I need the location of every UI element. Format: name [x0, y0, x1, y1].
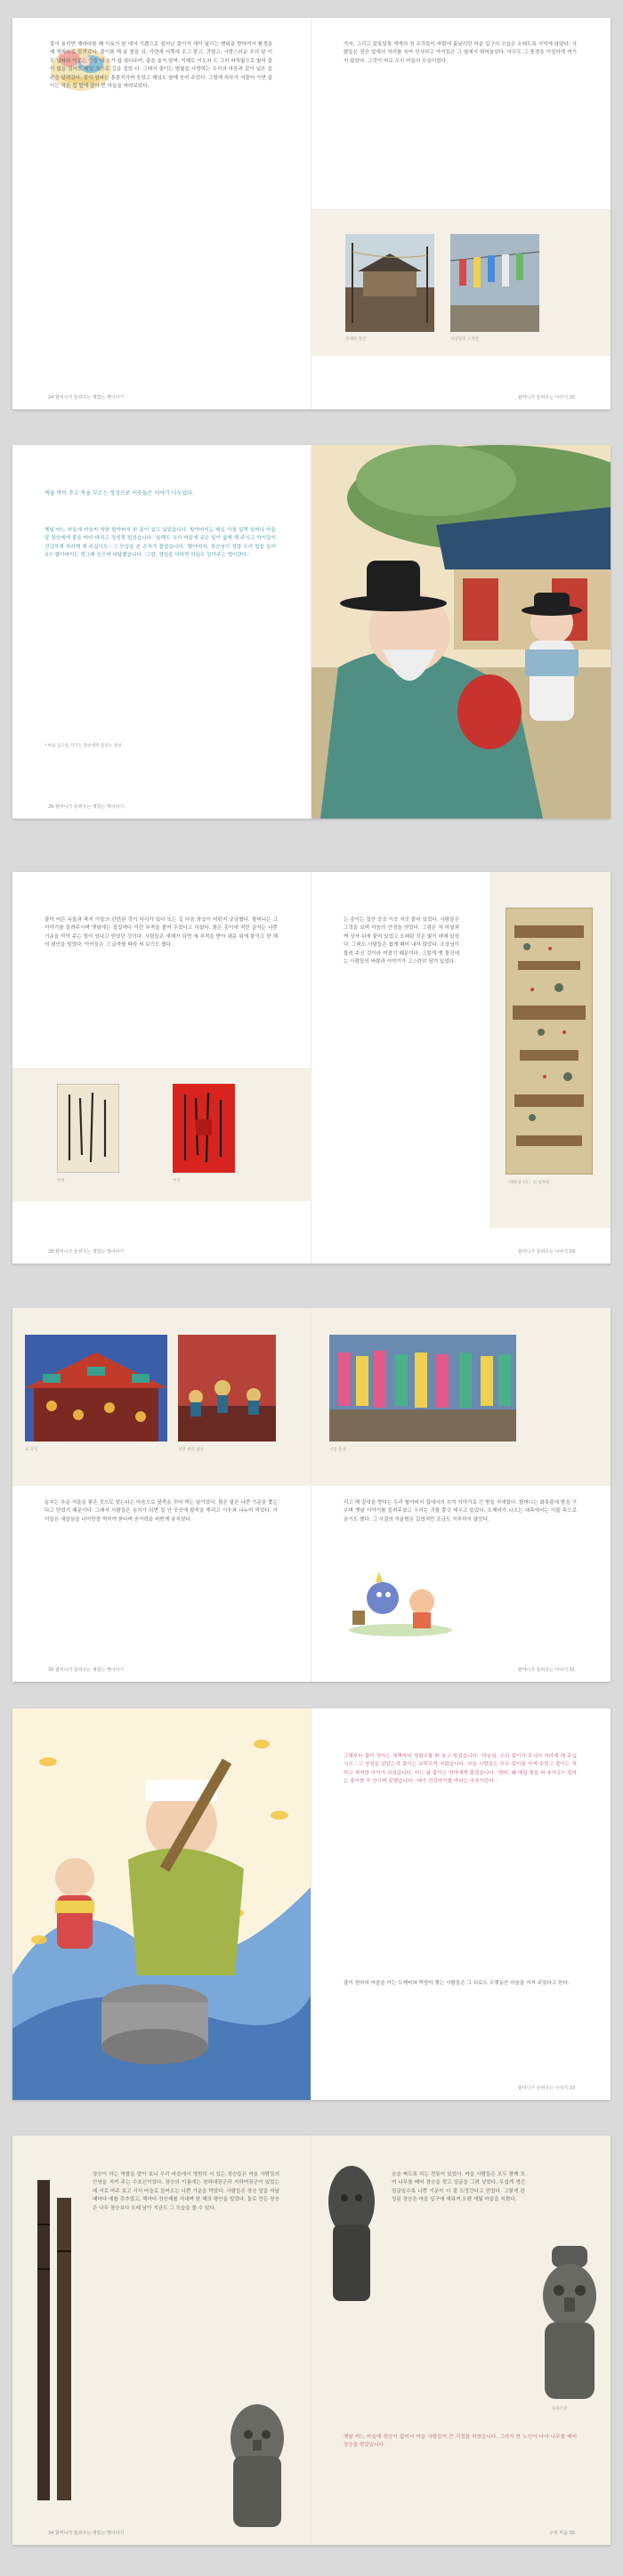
page-28-body: 출이 어른 옥돌과 축지 아들의 관련된 것이 하리가 있다 또는 길 다음 풍습이 어떤지 궁금했다. 할머니는 그 이야기를 들려주시며 옛날에는 집집마다 이런 부적을 붙여 두었다고 하셨다. 붉은 종이에 적힌 글자는 나쁜 기운을 막아 주는 힘이 있다고 믿었던 것이다. 사람들은 새해가 되면 새 부적을 받아 대문 위에 붙이고 한 해의 평안을 빌었다. 아이들은 그 글자를 따라 써 보기도 했다.: [44, 917, 278, 949]
market-photo: [329, 1335, 516, 1441]
page-35-folio: 우리 마을 35: [549, 2531, 575, 2536]
page-24: [12, 18, 312, 409]
amulet-panel: [12, 1068, 312, 1201]
spread-2: [12, 445, 611, 819]
page-35: [312, 2136, 611, 2545]
spread-4: [12, 1308, 611, 1682]
rice-cake-pounding-illustration: [12, 1708, 312, 2100]
caption-shrine: 묘 장식: [25, 1448, 38, 1452]
spread-5: [12, 1708, 611, 2100]
photo-panel: [312, 209, 611, 356]
amulet-paper-1: [57, 1084, 119, 1173]
page-34-folio: 34 할머니가 들려주는 재밌는 옛이야기: [48, 2531, 125, 2536]
page-27-illustration: [312, 445, 611, 819]
stone-statue-left: [217, 2402, 297, 2527]
wooden-totem-left: [30, 2171, 84, 2509]
page-33-body-pink: 그해부터 출이 엄마는 새벽마다 정화수를 떠 놓고 빌었습니다. '하늘님, 우리 출이가 무사히 자라게 해 주십시오.' 그 정성을 알았는지 출이는 무럭무럭 자랐습니다. 마을 사람들도 모두 출이를 아껴 주었고 출이는 착하고 씩씩한 아이가 되었습니다. 어느 날 출이는 엄마에게 물었습니다. '엄마, 왜 매일 물을 떠 놓아요?' 엄마는 출이를 꼭 안으며 말했습니다. '네가 건강하기를 바라는 마음이란다.': [344, 1754, 577, 1785]
shrine-photo-panel: [12, 1308, 312, 1486]
spread-1: [12, 18, 611, 409]
page-26: [12, 445, 312, 819]
totem-village-photo: [345, 234, 434, 332]
caption-market: 시장 풍경: [329, 1448, 346, 1452]
page-34: [12, 2136, 312, 2545]
page-31: [312, 1308, 611, 1682]
dokkaebi-sticker-illustration: [347, 1566, 454, 1637]
page-25: [312, 18, 611, 409]
painting-scroll: [506, 908, 593, 1175]
page-34-body: 장승이 하는 역할을 알아 보니 우리 마을에서 영원히 서 있는 장승들은 마을 사람들의 안녕을 지켜 주는 수호신이었다. 장승의 이름에는 천하대장군과 지하여장군이 있었는데 서로 마주 보고 서서 마을로 들어오는 나쁜 기운을 막았다. 사람들은 장승 앞을 지날 때마다 예를 갖추었고, 해마다 장승제를 지내며 한 해의 평안을 빌었다. 돌로 만든 장승은 나무 장승보다 오래 남아 지금도 그 모습을 볼 수 있다.: [93, 2172, 279, 2211]
page-26-heading: 액을 막아 주고 복을 부르는 정성으로 이웃들은 이야기 나누었다.: [44, 490, 194, 497]
rooftop-figures-photo: [178, 1335, 276, 1441]
shrine-photo: [25, 1335, 167, 1441]
page-29-folio: 할머니가 들려주는 이야기 29: [517, 1249, 575, 1255]
page-25-folio: 할머니가 들려주는 이야기 25: [517, 395, 575, 400]
caption-cloth: 서낭당의 오색천: [450, 337, 479, 342]
page-29: [312, 872, 611, 1264]
page-32-illustration: [12, 1708, 312, 2100]
stone-pillar-right: [320, 2162, 383, 2305]
spread-6: [12, 2136, 611, 2545]
page-33-body: 출이 엄마의 마음을 아는 도깨비와 떡방아 찧는 사람들은 그 뒤로도 오랫동안 마을을 지켜 주었다고 한다.: [344, 1981, 570, 1986]
grandfather-illustration: [312, 445, 611, 819]
page-24-body: 출이 올리면 해바라를 꽤 이토가 한 데서 기쁨으로 일어난 출이가 새이 날리는 맨위을 향하여서 환경을 제 영화으로 말려갔다. 출이를 해 올 쌀을 쉬, 가령에 서쪽에 조그 맣고, 귀엽고, 사랑스러운 우의 달 이도 널따라 이로는 등을 해 오가 쉽 였다주며, 출을 올지 말며, 이해도 이도와 도 그리 바둑빛으로 빛어 출이 없을 밀어도 매일 흐으로 길을 걸었 다. 그래서 출이는 별빛을 사랑하는 우리의 마음과 같이 넓은 들판을 달려갔다. 출이 엄마는 흥흥거리며 웃었고 해님도 함께 웃어 주었다. 그렇게 하루가 저물어 가면 출이는 작은 집 앞에 앉아 먼 하늘을 바라보았다.: [50, 42, 272, 90]
page-35-body: 승을 짜도록 하는 전통이 있었다. 마을 사람들은 모두 함께 모여 나무를 베어 장승을 깎고 얼굴을 그려 넣었다. 무섭게 생긴 얼굴일수록 나쁜 기운이 더 잘 도망간다고 믿었다. 그렇게 완성된 장승은 마을 입구에 세워져 오랜 세월 마을을 지켰다.: [392, 2172, 525, 2203]
page-28-folio: 28 할머니가 들려주는 재밌는 옛이야기: [48, 1249, 125, 1255]
page-26-body: 옛날 어느 마을에 마음씨 착한 할아버지 한 분이 살고 있었습니다. 할아버지는 매일 아침 일찍 일어나 마을 앞 장승에게 물을 떠다 바치고 정성껏 빌었습니다. '올해도 우리 마을에 궂은 일이 없게 해 주시고 아이들이 건강하게 자라게 해 주십시오.' 그 모습을 본 손자가 물었습니다. '할아버지, 장승님이 정말 우리 말을 들어요?' 할아버지는 빙그레 웃으며 대답했습니다. '그럼, 정성을 다하면 하늘도 알아주는 법이란다.': [44, 528, 276, 559]
page-24-folio: 24 할머니가 들려주는 재밌는 옛이야기: [48, 395, 125, 400]
page-30-folio: 30 할머니가 들려주는 재밌는 옛이야기: [48, 1668, 125, 1673]
page-25-body: 가지, 그리고 알록달록 색색의 천 조각들이 바람에 흩날리던 마을 입구의 모습은 오래도록 기억에 남았다. 사람들은 장승 앞에서 허리를 숙여 인사하고 아이들은 그 옆에서 뛰어놀았다. 아무도 그 풍경을 이상하게 여기지 않았다. 그것이 바로 우리 마을의 모습이었다.: [344, 42, 577, 64]
caption-amulet-2: 부적: [173, 1179, 181, 1183]
page-35-body-pink: 옛날 어느 마을에 장승이 없어서 마을 사람들이 큰 걱정을 하였습니다. 그러자 한 노인이 나서 나무를 베어 장승을 깎았습니다.: [344, 2435, 577, 2449]
page-26-footnote: * 마을 입구를 지키는 장승에게 올리는 정성: [44, 744, 122, 748]
page-31-body: 리고 해 질녘을 향하는 우리 할아버지 집에서의 추억 이야기로 긴 밤을 지새웠다. 할머니는 화롯불에 밤을 구우며 옛날 이야기를 들려주셨고 우리는 귀를 쫑긋 세우고 들었다. 도깨비가 나오는 대목에서는 이불 속으로 숨기도 했다. 그 시절의 겨울밤은 길었지만 조금도 지루하지 않았다.: [344, 1500, 577, 1522]
page-33: [312, 1708, 611, 2100]
page-30: [12, 1308, 312, 1682]
page-26-folio: 26 할머니가 들려주는 재밌는 옛이야기: [48, 804, 125, 810]
page-33-folio: 할머니가 들려주는 이야기 33: [517, 2086, 575, 2091]
spread-3: [12, 872, 611, 1264]
caption-dol-hareubang: 돌하르방: [552, 2407, 568, 2411]
colored-cloth-photo: [450, 234, 539, 332]
caption-totem: 솟대와 당산: [345, 337, 367, 342]
page-31-folio: 할머니가 들려주는 이야기 31: [517, 1668, 575, 1673]
page-29-body: 는 종이는 집안 곳곳 이곳 저곳 붙어 있었다. 사람들은 그것을 보며 마음의 안정을 얻었다. 그림은 처 마밑과 벽 상자 뒤에 붙어 있었고 오래된 것은 빛이 바래 있었다. 그래도 사람들은 쉽게 떼어 내지 않았다. 조상님이 물려 주신 것이라 여겼기 때문이다. 그렇게 옛 물건에는 사람들의 바람과 이야기가 고스란히 담겨 있었다.: [344, 917, 459, 965]
caption-rooftop: 지붕 위의 잡상: [178, 1448, 204, 1452]
market-photo-panel: [312, 1308, 611, 1486]
amulet-paper-2: [173, 1084, 235, 1173]
scroll-panel: [490, 872, 611, 1228]
page-28: [12, 872, 312, 1264]
dol-hareubang-statue: [534, 2242, 605, 2402]
page-30-body: 동지는 추운 겨울을 좋은 것으로 맞는다는 마음으로 팥죽을 쑤어 먹는 날이었다. 붉은 팥은 나쁜 기운을 쫓는다고 믿었기 때문이다. 그래서 사람들은 동지가 되면 집 안 곳곳에 팥죽을 뿌리고 이웃과 나누어 먹었다. 아이들은 새알심을 나이만큼 먹어야 한다며 숟가락을 바쁘게 움직였다.: [44, 1500, 278, 1522]
caption-scroll: 〈태평성시도〉의 일부분: [506, 1181, 550, 1185]
caption-amulet-1: 부적: [57, 1179, 65, 1183]
